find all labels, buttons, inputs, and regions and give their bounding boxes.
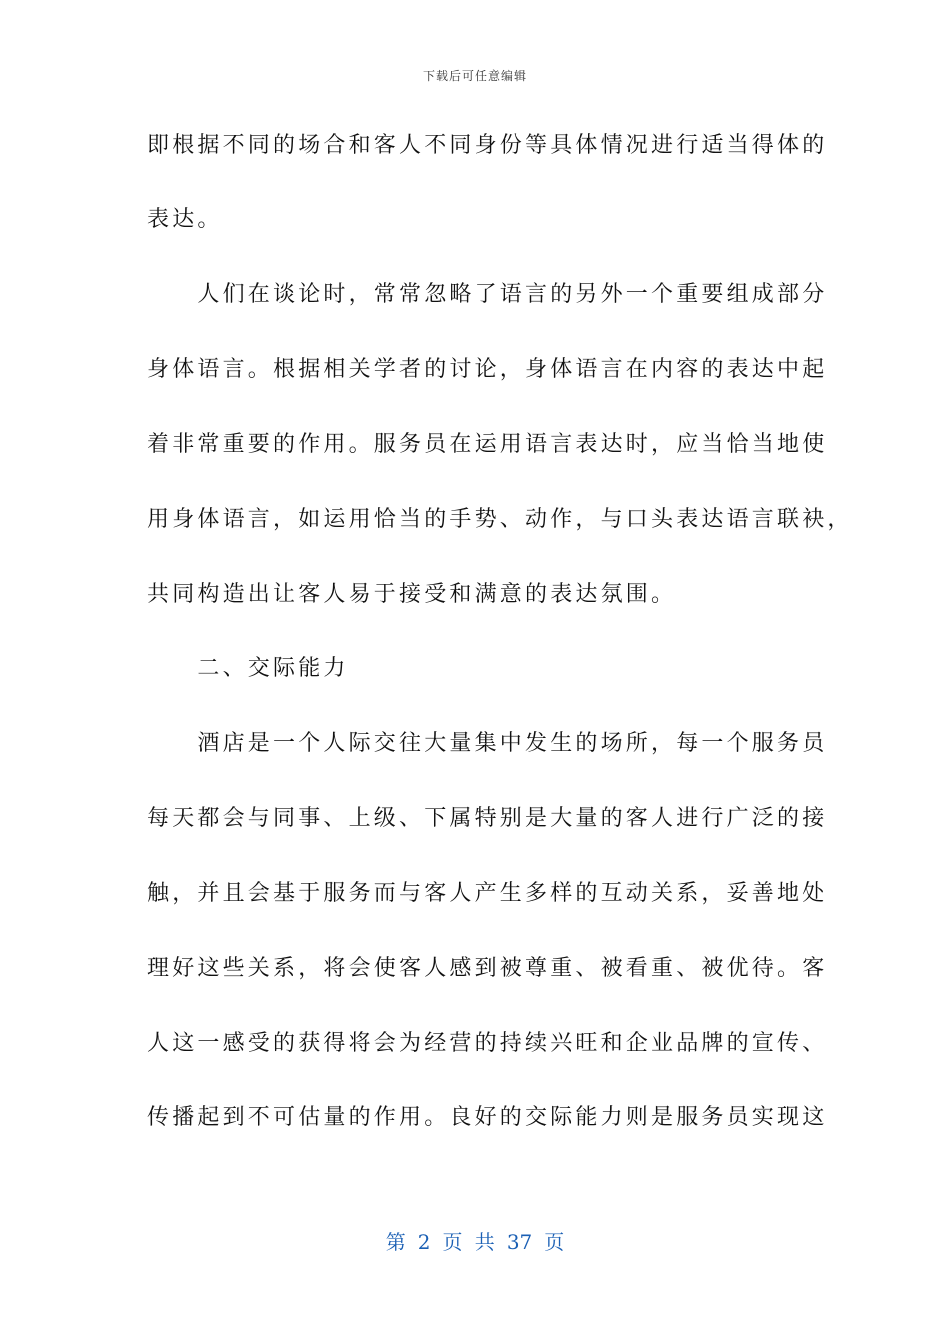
body-line-3: 人们在谈论时，常常忽略了语言的另外一个重要组成部分 — [147, 282, 828, 307]
body-line-11: 触，并且会基于服务而与客人产生多样的互动关系，妥善地处 — [147, 881, 828, 906]
body-line-13: 人这一感受的获得将会为经营的持续兴旺和企业品牌的宣传、 — [147, 1031, 828, 1056]
footer-page-number: 2 — [417, 1230, 431, 1254]
footer-total-pages: 37 — [506, 1230, 533, 1254]
footer-middle: 页 共 — [442, 1230, 495, 1254]
body-line-6: 用身体语言，如运用恰当的手势、动作，与口头表达语言联袂， — [147, 507, 853, 532]
body-line-4: 身体语言。根据相关学者的讨论，身体语言在内容的表达中起 — [147, 357, 828, 382]
footer-suffix: 页 — [544, 1230, 565, 1254]
footer-prefix: 第 — [385, 1230, 406, 1254]
section-heading: 二、交际能力 — [147, 656, 349, 681]
body-line-12: 理好这些关系，将会使客人感到被尊重、被看重、被优待。客 — [147, 956, 828, 981]
body-line-9: 酒店是一个人际交往大量集中发生的场所，每一个服务员 — [147, 731, 828, 756]
body-line-10: 每天都会与同事、上级、下属特别是大量的客人进行广泛的接 — [147, 806, 828, 831]
body-line-2: 表达。 — [147, 207, 223, 232]
body-line-14: 传播起到不可估量的作用。良好的交际能力则是服务员实现这 — [147, 1105, 828, 1130]
header-note: 下载后可任意编辑 — [422, 69, 527, 83]
body-line-1: 即根据不同的场合和客人不同身份等具体情况进行适当得体的 — [147, 133, 828, 158]
body-line-5: 着非常重要的作用。服务员在运用语言表达时，应当恰当地使 — [147, 432, 828, 457]
body-line-7: 共同构造出让客人易于接受和满意的表达氛围。 — [147, 582, 677, 607]
page-footer — [0, 1226, 950, 1255]
